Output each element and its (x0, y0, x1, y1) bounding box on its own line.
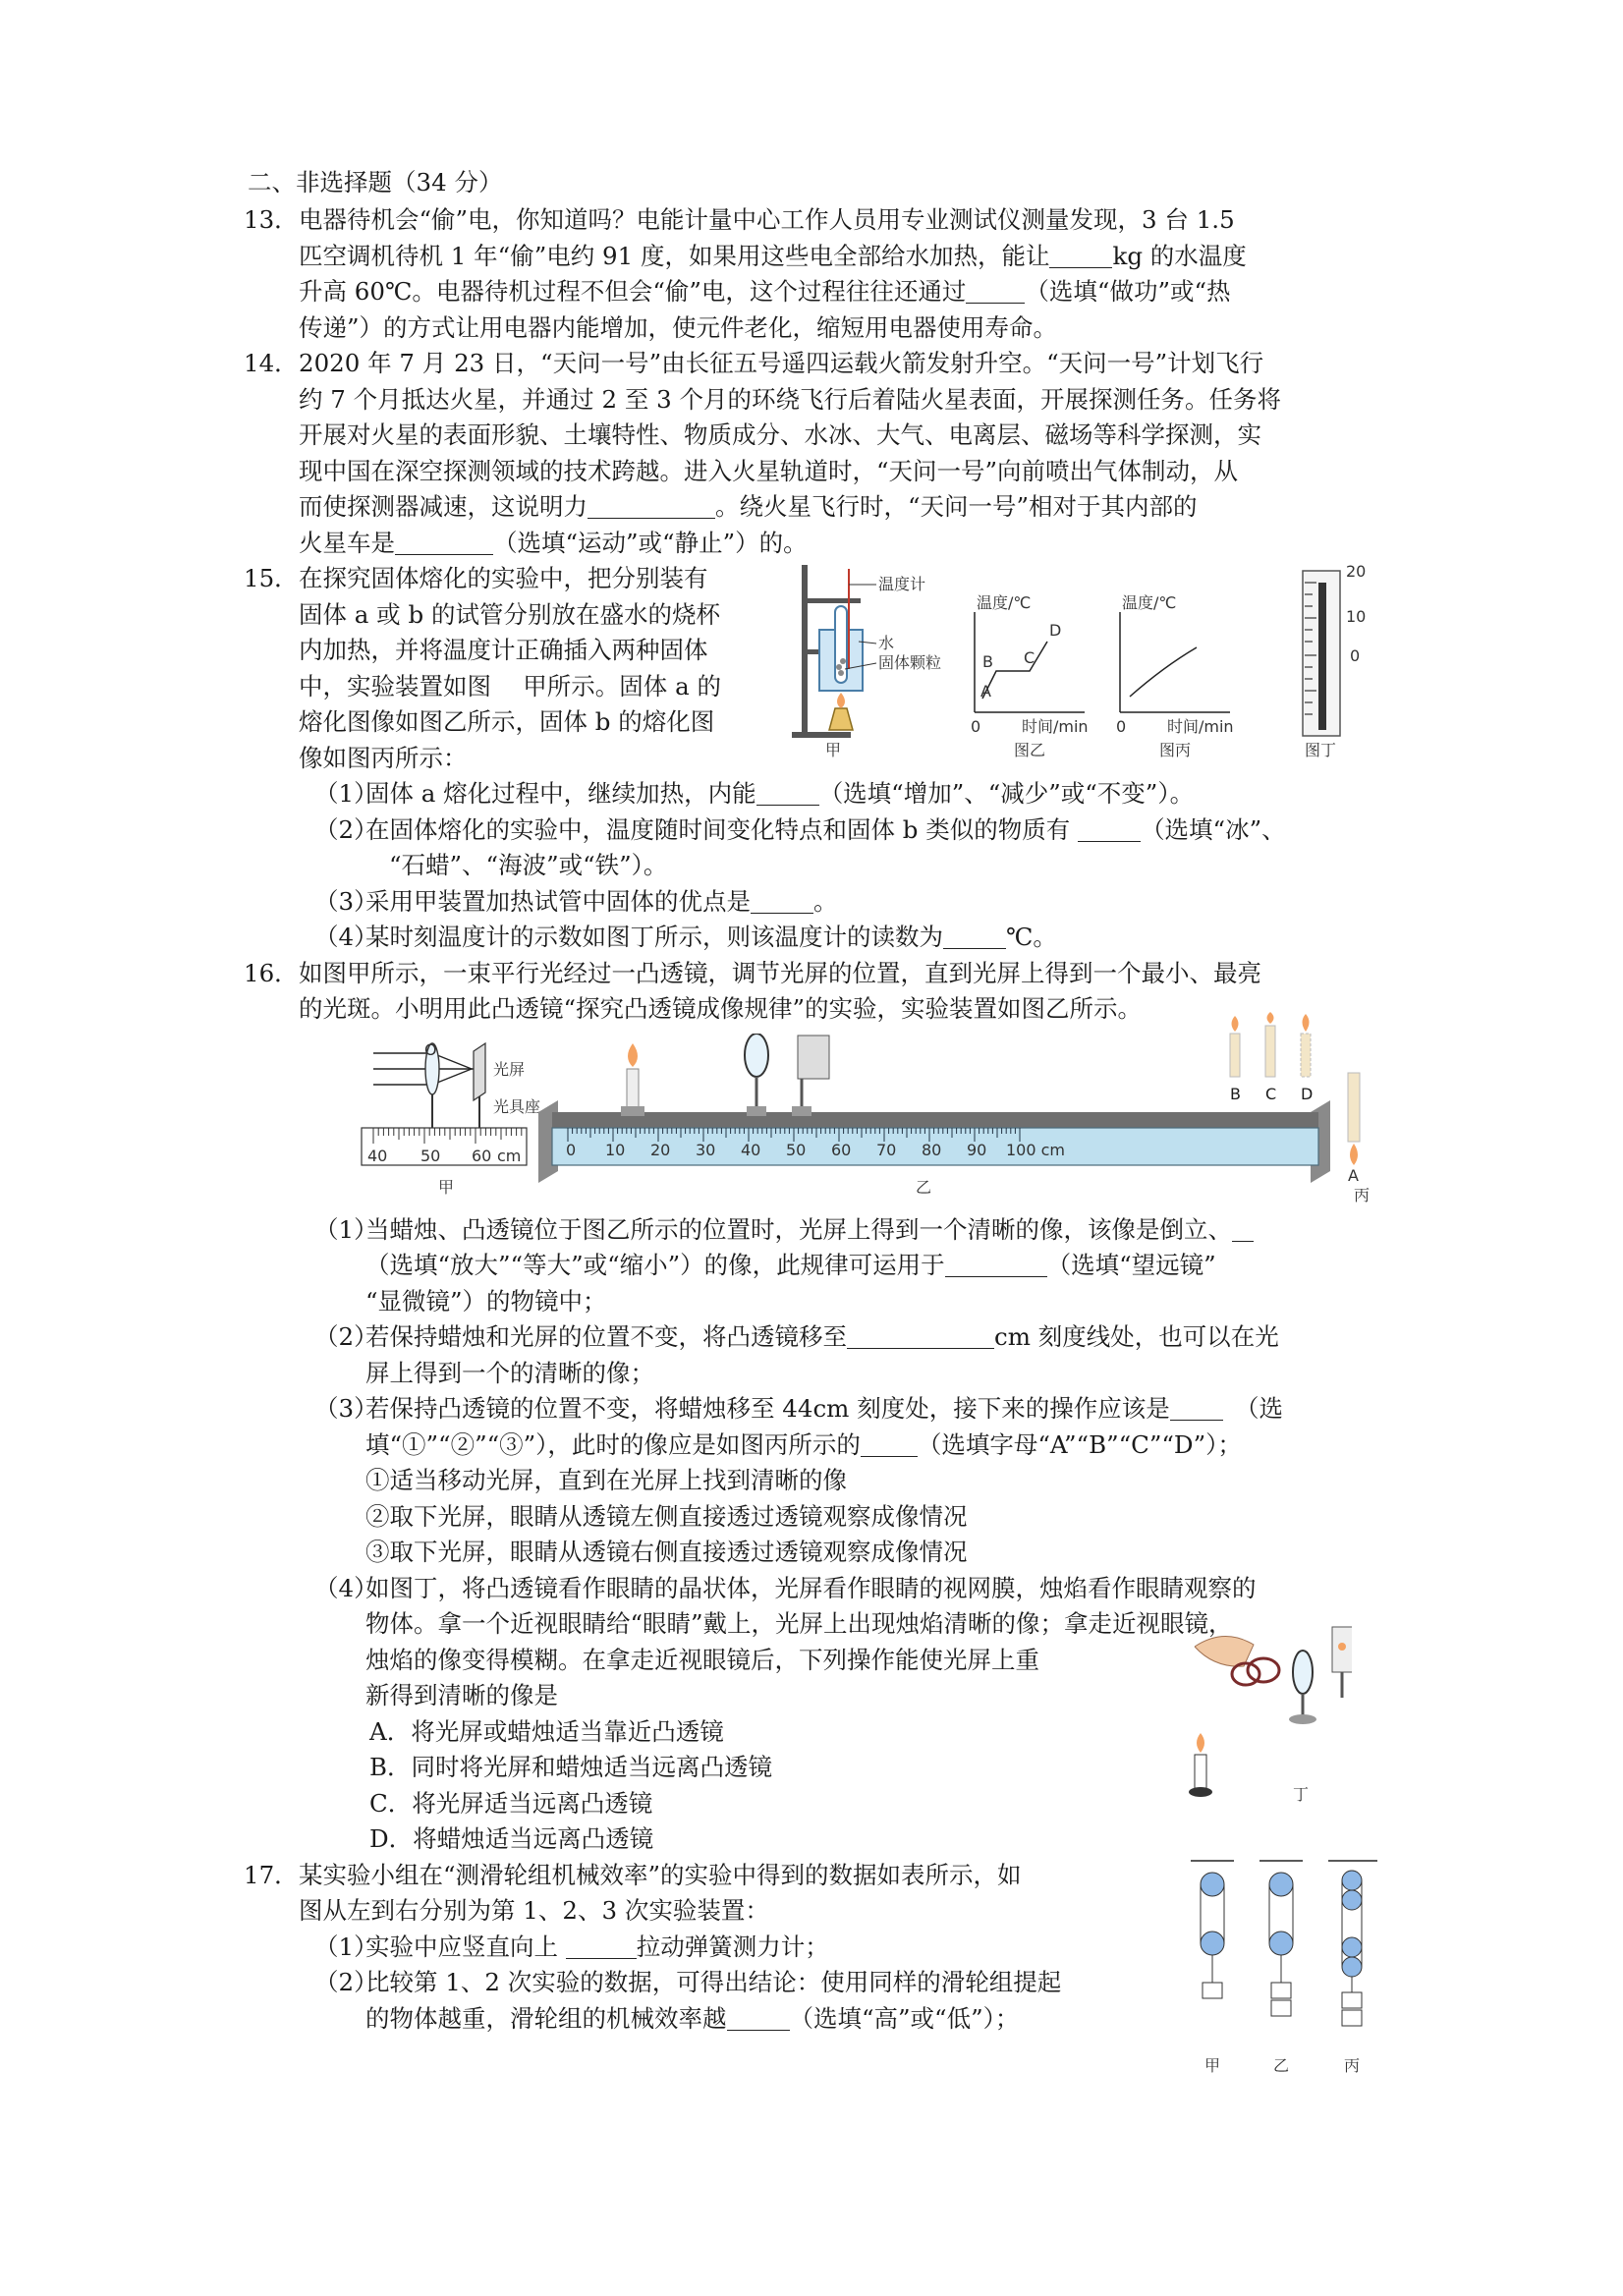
q16-s1-text: 当蜡烛、凸透镜位于图乙所示的位置时，光屏上得到一个清晰的像，该像是倒立、 (365, 1214, 1232, 1244)
answer-blank[interactable] (943, 924, 1006, 949)
pulley-jia (1201, 1873, 1224, 2075)
answer-blank[interactable] (1170, 1396, 1223, 1421)
q13-line-3a: 升高 60℃。电器待机过程不但会“偷”电，这个过程往往还通过 (299, 277, 967, 306)
answer-blank[interactable] (751, 889, 813, 914)
answer-blank[interactable] (727, 2006, 790, 2031)
q14-line-3: 开展对火星的表面形貌、土壤特性、物质成分、水冰、大气、电离层、磁场等科学探测，实 (299, 420, 1261, 449)
base-label: 光具座 (493, 1096, 541, 1116)
q14-line-6a: 火星车是 (299, 528, 395, 557)
exam-page (244, 165, 1393, 2075)
figure-bing-caption: 丙 (1354, 1185, 1371, 1204)
bench-tick-label: 10 (605, 1140, 626, 1159)
figure-jia-caption: 甲 (825, 741, 842, 757)
q15-line: 熔化图像如图乙所示，固体 b 的熔化图 (299, 707, 715, 736)
answer-blank[interactable] (588, 494, 715, 519)
question-number: 13． (244, 205, 299, 234)
answer-blank[interactable] (861, 1432, 918, 1457)
q15-s2-text: 在固体熔化的实验中，温度随时间变化特点和固体 b 类似的物质有 (365, 814, 1071, 844)
q16-sub-3 (314, 1391, 1393, 1571)
bench-tick-label: 50 (786, 1140, 807, 1159)
q16-s4-line-4: 新得到清晰的像是 (365, 1681, 558, 1709)
answer-blank[interactable] (1078, 817, 1141, 842)
sub-index: （3） (314, 886, 378, 916)
candle-d-label: D (1301, 1085, 1314, 1103)
pulley-yi (1269, 1873, 1293, 2075)
q16-s3-option-2: ②取下光屏，眼睛从透镜左侧直接透过透镜观察成像情况 (365, 1501, 968, 1531)
q16-s3-choice-prefix: （选 (1247, 1394, 1283, 1423)
jia-tick-label: 60 (472, 1146, 492, 1165)
q13-line-3b: （选填“做功”或“热 (1025, 277, 1231, 306)
q15-figures (790, 561, 1379, 757)
question-13 (244, 202, 1393, 346)
q16-sub-2 (314, 1319, 1393, 1391)
section-title: 二、非选择题（34 分） (248, 168, 503, 196)
q15-intro (299, 561, 786, 776)
figure-jia-caption: 甲 (1204, 2056, 1221, 2075)
water-label: 水 (878, 634, 895, 652)
point-a-label: A (980, 682, 991, 700)
figure-yi-caption: 图乙 (1014, 741, 1046, 757)
thermometer-figure-ding (1303, 562, 1366, 757)
q16-s3-option-1: ①适当移动光屏，直到在光屏上找到清晰的像 (365, 1466, 847, 1494)
figure-bing-caption: 丙 (1344, 2056, 1361, 2075)
answer-blank[interactable] (847, 1324, 994, 1349)
q16-s2-unit: cm 刻度线处，也可以在光 (994, 1322, 1279, 1351)
q17-s2-choices: （选填“高”或“低”）； (789, 2003, 1020, 2033)
sub-index: （2） (314, 1968, 378, 1996)
sub-index: （1） (314, 1932, 378, 1961)
question-number: 16． (244, 958, 299, 987)
q15-line: 像如图丙所示： (299, 743, 468, 772)
q15-sub-3 (314, 884, 1393, 921)
yi-origin: 0 (971, 717, 981, 736)
bing-y-axis-label: 温度/℃ (1122, 593, 1177, 612)
ding-tick-10: 10 (1346, 607, 1367, 626)
q14-line-6b: （选填“运动”或“静止”）的。 (493, 528, 808, 557)
q17-s1-end: 拉动弹簧测力计； (636, 1932, 829, 1961)
point-c-label: C (1024, 648, 1035, 667)
q15-sub-2 (314, 812, 1393, 884)
jia-tick-label: 40 (367, 1146, 388, 1165)
question-number: 14． (244, 349, 299, 377)
sub-index: （2） (314, 1322, 378, 1351)
q17-line-2: 图从左到右分别为第 1、2、3 次实验装置： (299, 1896, 769, 1925)
answer-blank[interactable] (1049, 244, 1112, 268)
q17-line-1: 某实验小组在“测滑轮组机械效率”的实验中得到的数据如表所示，如 (299, 1860, 1022, 1889)
q14-line-5a: 而使探测器减速，这说明力 (299, 492, 588, 521)
q13-line-2a: 匹空调机待机 1 年“偷”电约 91 度，如果用这些电全部给水加热，能让 (299, 241, 1050, 270)
candle-c-label: C (1265, 1085, 1277, 1103)
candle-b-label: B (1230, 1085, 1241, 1103)
bench-tick-label: 40 (741, 1140, 761, 1159)
sub-index: （2） (314, 814, 378, 844)
yi-x-axis-label: 时间/min (1022, 717, 1089, 736)
q16-line-2: 的光斑。小明用此凸透镜“探究凸透镜成像规律”的实验，实验装置如图乙所示。 (299, 994, 1143, 1023)
question-16 (244, 956, 1393, 1028)
q16-s2-end: 屏上得到一个的清晰的像； (365, 1358, 654, 1387)
option-c: C．将光屏适当远离凸透镜 (369, 1788, 653, 1818)
ding-tick-0: 0 (1350, 646, 1361, 665)
option-d: D．将蜡烛适当远离凸透镜 (369, 1824, 654, 1853)
q15-line: 在探究固体熔化的实验中，把分别装有 (299, 564, 708, 592)
q15-line: 中，实验装置如图 甲所示。固体 a 的 (299, 671, 721, 700)
question-number: 15． (244, 564, 299, 592)
sub-index: （4） (314, 923, 378, 951)
bench-tick-label: 90 (967, 1140, 987, 1159)
q16-s4-line-3: 烛焰的像变得模糊。在拿走近视眼镜后，下列操作能使光屏上重 (365, 1645, 1039, 1674)
figure-bing-caption: 图丙 (1159, 741, 1192, 757)
bench-tick-label: 30 (696, 1140, 716, 1159)
bing-origin: 0 (1116, 717, 1127, 736)
jia-tick-label: cm (497, 1146, 522, 1165)
q16-sub-1 (314, 1212, 1393, 1320)
question-15 (244, 561, 1393, 776)
answer-blank[interactable] (566, 1934, 637, 1959)
candle-images-figure-bing (1348, 1073, 1370, 1204)
q16-s1-choices: （选填“放大”“等大”或“缩小”）的像，此规律可运用于 (365, 1251, 945, 1279)
q13-line-1: 电器待机会“偷”电，你知道吗？电能计量中心工作人员用专业测试仪测量发现，3 台 1.5 (299, 205, 1235, 234)
sub-index: （3） (314, 1394, 378, 1423)
bench-tick-label: 20 (650, 1140, 671, 1159)
q16-line-1: 如图甲所示，一束平行光经过一凸透镜，调节光屏的位置，直到光屏上得到一个最小、最亮 (299, 958, 1261, 987)
q13-line-2b: kg 的水温度 (1112, 241, 1247, 270)
q16-s4-line-2: 物体。拿一个近视眼睛给“眼睛”戴上，光屏上出现烛焰清晰的像；拿走近视眼镜， (365, 1609, 1233, 1638)
pulley-bing (1342, 1871, 1362, 2075)
pulley-figures (1185, 1855, 1391, 2081)
ding-tick-20: 20 (1346, 562, 1367, 581)
sub-index: （4） (314, 1573, 378, 1602)
point-b-label: B (982, 652, 993, 671)
figure-yi-caption: 乙 (1273, 2056, 1290, 2075)
question-number: 17． (244, 1860, 299, 1889)
q16-s3-text: 若保持凸透镜的位置不变，将蜡烛移至 44cm 刻度处，接下来的操作应该是 (365, 1394, 1170, 1423)
q15-sub-4 (314, 920, 1393, 956)
q15-s4-unit: ℃。 (1006, 923, 1057, 951)
sub-index: （1） (314, 1214, 378, 1244)
q16-s1-choices-b: （选填“望远镜” (1046, 1251, 1216, 1279)
q14-line-4: 现中国在深空探测领域的技术跨越。进入火星轨道时，“天问一号”向前喷出气体制动，从 (299, 456, 1239, 485)
candle-a-label: A (1348, 1165, 1359, 1185)
q15-s1-text: 固体 a 熔化过程中，继续加热，内能 (365, 779, 756, 808)
bench-tick-label: 0 (566, 1140, 577, 1159)
myopia-glasses-figure-ding (1185, 1607, 1352, 1804)
particles-label: 固体颗粒 (878, 653, 942, 672)
heating-apparatus-figure (792, 565, 941, 757)
q16-s3-choices: （选填字母“A”“B”“C”“D”）； (917, 1429, 1242, 1459)
q17-s1-text: 实验中应竖直向上 (365, 1932, 558, 1961)
answer-blank[interactable] (966, 279, 1025, 304)
q15-s2-choices: （选填“冰”、 (1141, 814, 1286, 844)
q16-s4-line-1: 如图丁，将凸透镜看作眼睛的晶状体，光屏看作眼睛的视网膜，烛焰看作眼睛观察的 (365, 1573, 1257, 1602)
optical-center-label: O (424, 1039, 437, 1059)
q13-line-4: 传递”）的方式让用电器内能增加，使元件老化，缩短用电器使用寿命。 (299, 312, 1058, 342)
q16-s2-text: 若保持蜡烛和光屏的位置不变，将凸透镜移至 (365, 1322, 847, 1351)
question-14 (244, 346, 1393, 561)
q15-line: 固体 a 或 b 的试管分别放在盛水的烧杯 (299, 599, 720, 629)
figure-yi-caption: 乙 (916, 1177, 932, 1197)
jia-tick-label: 50 (420, 1146, 441, 1165)
q16-s1-end: “显微镜”）的物镜中； (365, 1286, 607, 1316)
screen-label: 光屏 (493, 1059, 526, 1079)
melting-graph-bing (1116, 593, 1234, 757)
candles-bcd (1226, 1012, 1334, 1081)
melting-graph-yi (971, 593, 1089, 757)
bench-tick-label: 60 (831, 1140, 852, 1159)
answer-blank[interactable] (1232, 1217, 1254, 1242)
thermometer-label: 温度计 (878, 575, 926, 593)
answer-blank[interactable] (945, 1253, 1047, 1277)
q17-s2-text: 比较第 1、2 次实验的数据，可得出结论：使用同样的滑轮组提起 (365, 1968, 1062, 1996)
q15-s3-end: 。 (813, 886, 838, 916)
q15-s3-text: 采用甲装置加热试管中固体的优点是 (365, 886, 751, 916)
figure-ding-caption: 图丁 (1305, 741, 1337, 757)
q15-s4-text: 某时刻温度计的示数如图丁所示，则该温度计的读数为 (365, 923, 943, 951)
q14-line-1: 2020 年 7 月 23 日，“天问一号”由长征五号遥四运载火箭发射升空。“天问一号”计划飞行 (299, 349, 1264, 377)
bench-tick-label: 100 cm (1006, 1140, 1066, 1159)
q14-line-2: 约 7 个月抵达火星，并通过 2 至 3 个月的环绕飞行后着陆火星表面，开展探测任务。任务将 (299, 384, 1281, 414)
q16-s3-text-b: 填“①”“②”“③”），此时的像应是如图丙所示的 (365, 1429, 861, 1459)
q16-s3-option-3: ③取下光屏，眼睛从透镜右侧直接透过透镜观察成像情况 (365, 1538, 968, 1566)
bench-tick-label: 70 (876, 1140, 897, 1159)
q15-line: 内加热，并将温度计正确插入两种固体 (299, 636, 708, 664)
q15-s2-choices-cont: “石蜡”、“海波”或“铁”）。 (389, 851, 668, 879)
figure-jia-caption: 甲 (438, 1177, 455, 1197)
bing-x-axis-label: 时间/min (1167, 717, 1234, 736)
option-a: A．将光屏或蜡烛适当靠近凸透镜 (369, 1716, 724, 1746)
point-d-label: D (1049, 621, 1062, 640)
parallel-light-figure-jia (362, 1040, 540, 1197)
figure-ding-caption: 丁 (1293, 1785, 1310, 1804)
q15-s1-choices: （选填“增加”、“减少”或“不变”）。 (818, 779, 1195, 808)
answer-blank[interactable] (395, 531, 493, 555)
yi-y-axis-label: 温度/℃ (977, 593, 1032, 612)
option-b: B．同时将光屏和蜡烛适当远离凸透镜 (369, 1753, 773, 1781)
q14-line-5b: 。绕火星飞行时，“天问一号”相对于其内部的 (715, 492, 1198, 521)
q17-s2-text-b: 的物体越重，滑轮组的机械效率越 (365, 2003, 727, 2033)
sub-index: （1） (314, 779, 378, 808)
answer-blank[interactable] (756, 781, 819, 806)
bench-tick-label: 80 (922, 1140, 942, 1159)
optical-bench-figure-yi (538, 1034, 1330, 1197)
q15-sub-1 (314, 776, 1393, 812)
